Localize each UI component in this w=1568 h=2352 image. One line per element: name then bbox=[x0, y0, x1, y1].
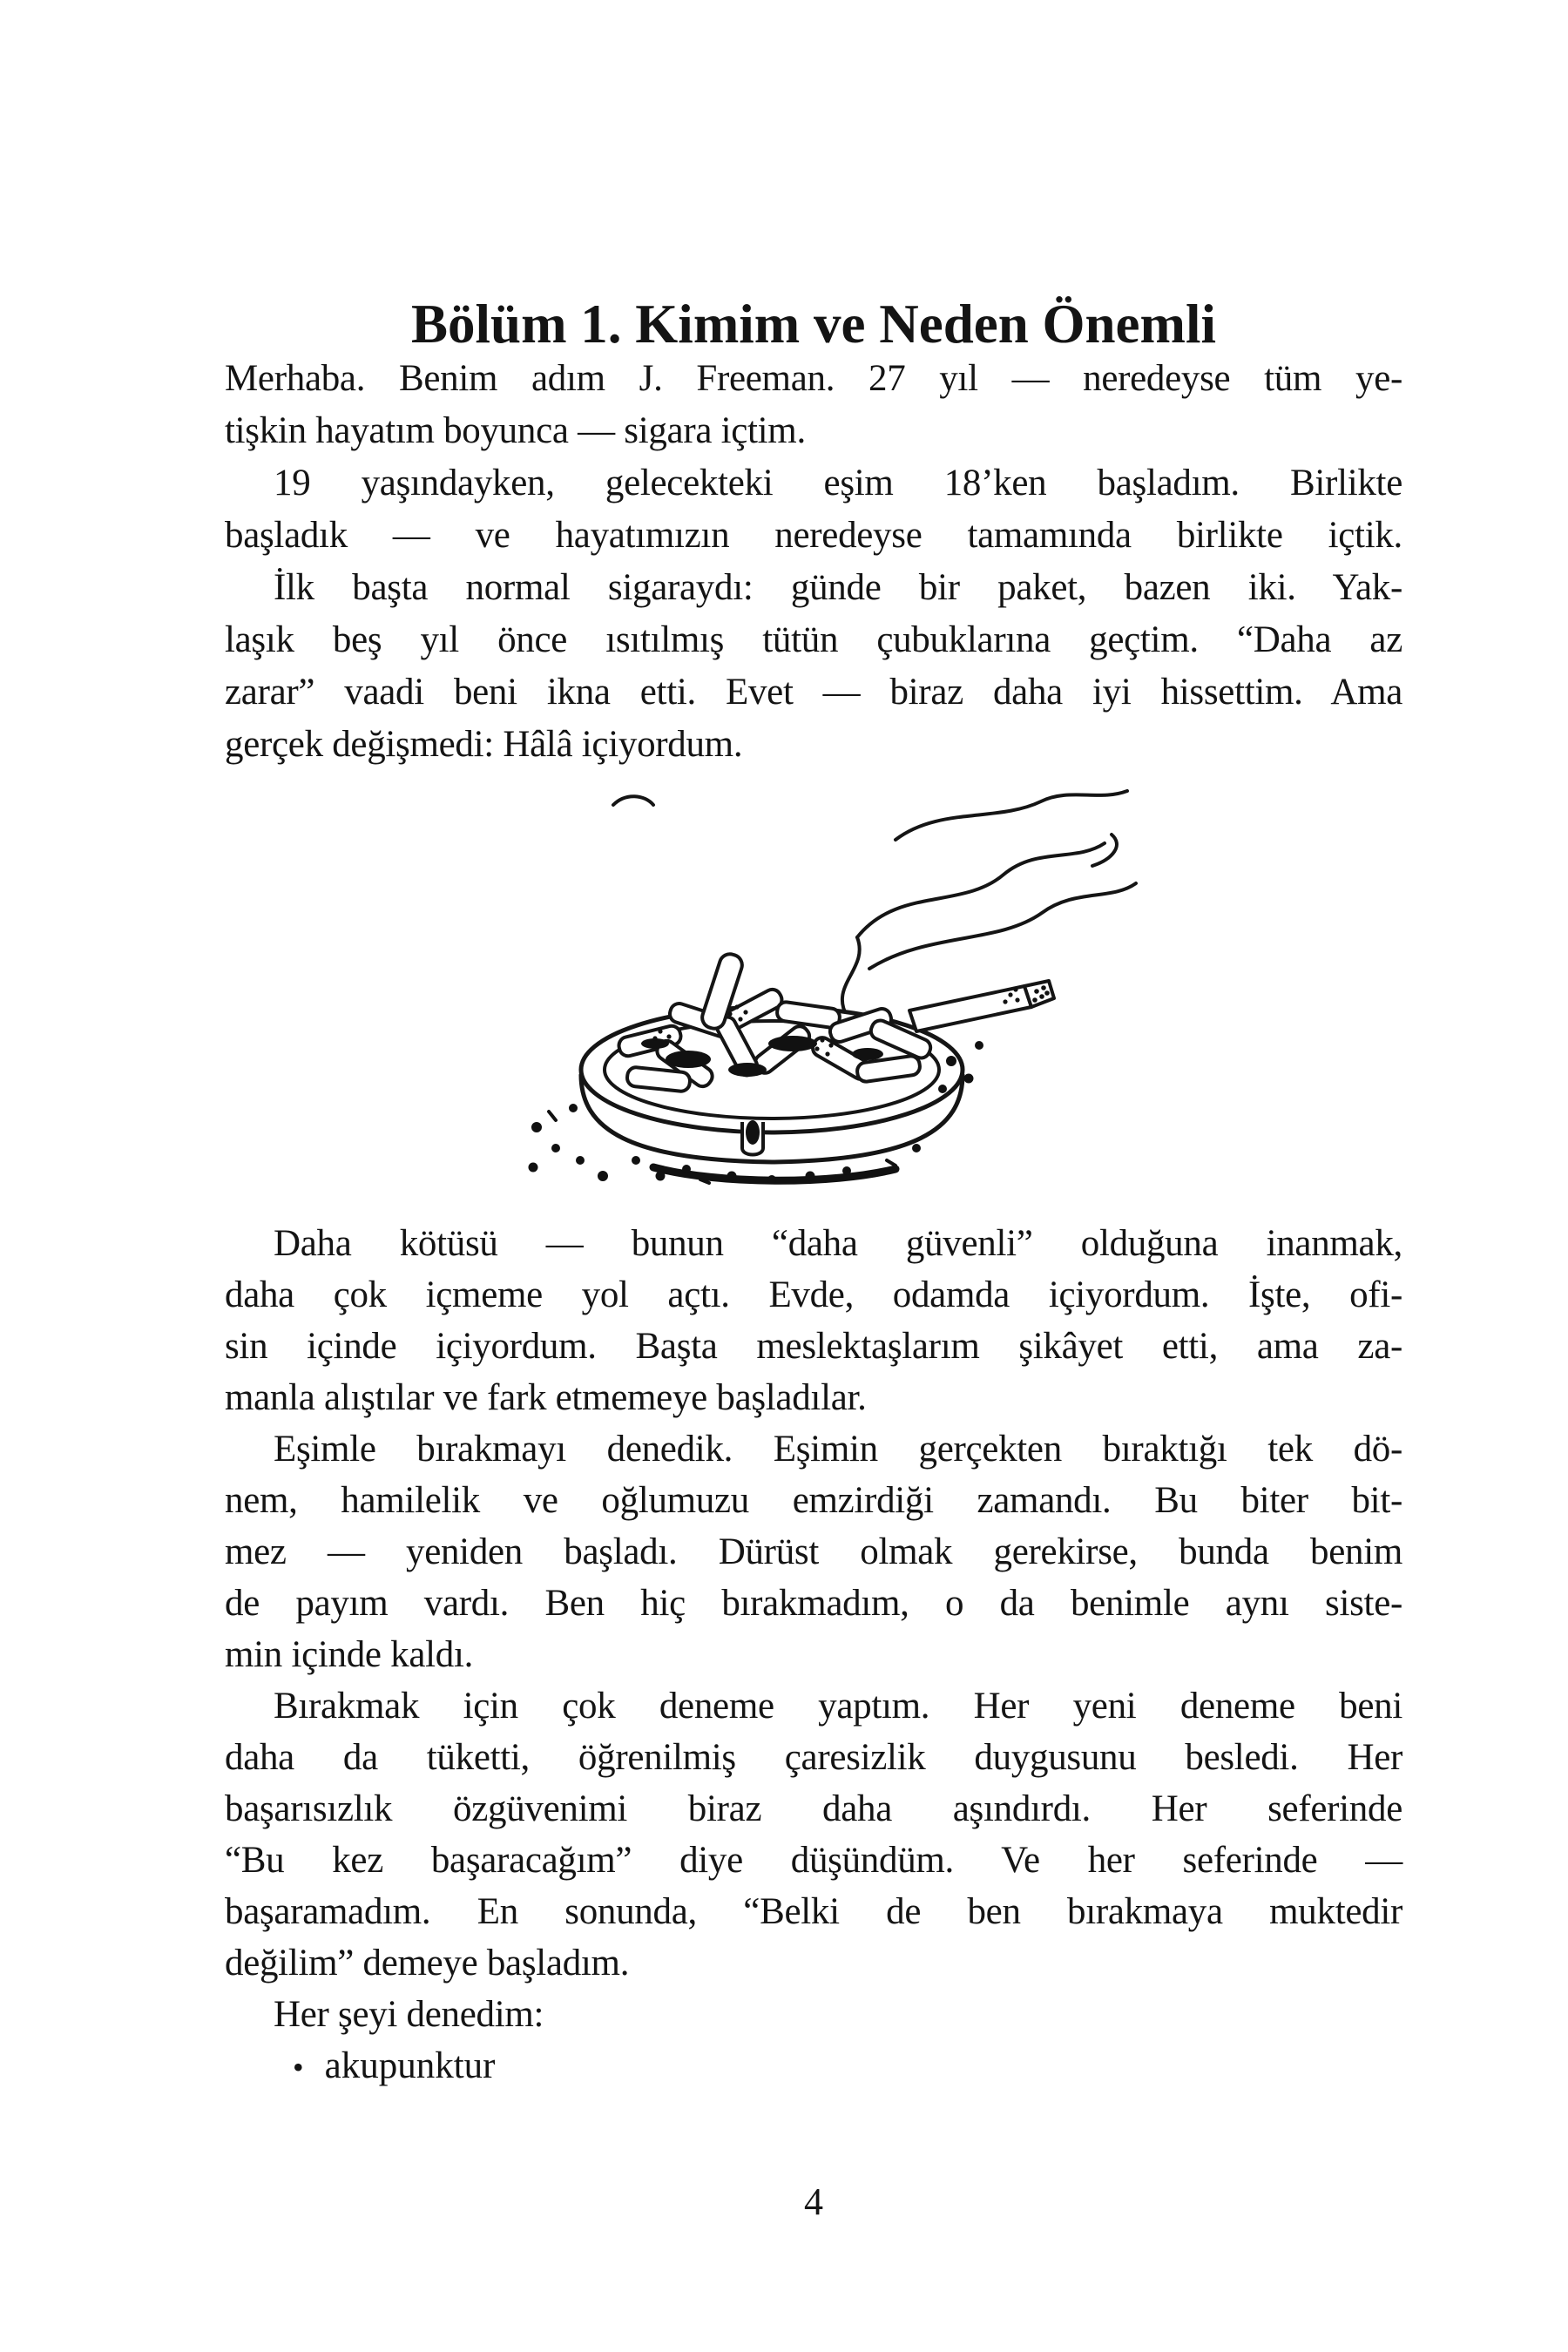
text-line: tişkin hayatım boyunca — sigara içtim. bbox=[225, 410, 806, 451]
page-number: 4 bbox=[804, 2180, 823, 2223]
text-line: nem, hamilelik ve oğlumuzu emzirdiği zamandı. Bu biter bit- bbox=[225, 1480, 1402, 1521]
rim-notch bbox=[742, 1120, 763, 1155]
text-line: İlk başta normal sigaraydı: günde bir paket, bazen iki. Yak- bbox=[274, 567, 1402, 608]
paragraphs-bottom bbox=[225, 1218, 1402, 2092]
list-item bbox=[225, 2040, 1402, 2092]
text-line: gerçek değişmedi: Hâlâ içiyordum. bbox=[225, 724, 743, 765]
list-item-text: akupunktur bbox=[324, 2045, 496, 2086]
paragraph bbox=[225, 1680, 1402, 1989]
text-line: sin içinde içiyordum. Başta meslektaşlarım şikâyet etti, ama za- bbox=[225, 1326, 1402, 1367]
text-line: laşık beş yıl önce ısıtılmış tütün çubuklarına geçtim. “Daha az bbox=[225, 619, 1402, 660]
ashtray-illustration bbox=[523, 782, 1143, 1185]
chapter-title: Bölüm 1. Kimim ve Neden Önemli bbox=[411, 294, 1216, 355]
text-line: Daha kötüsü — bunun “daha güvenli” olduğuna inanmak, bbox=[274, 1223, 1402, 1264]
text-line: zarar” vaadi beni ikna etti. Evet — biraz daha iyi hissettim. Ama bbox=[225, 672, 1402, 713]
paragraph bbox=[225, 457, 1402, 562]
smoke-lines bbox=[613, 791, 1136, 1016]
paragraph bbox=[225, 562, 1402, 771]
text-line: Merhaba. Benim adım J. Freeman. 27 yıl — neredeyse tüm ye- bbox=[225, 358, 1402, 399]
text-line: “Bu kez başaracağım” diye düşündüm. Ve her seferinde — bbox=[225, 1840, 1402, 1881]
paragraphs-top bbox=[225, 353, 1402, 771]
text-line: manla alıştılar ve fark etmemeye başladılar. bbox=[225, 1377, 867, 1418]
text-line: değilim” demeye başladım. bbox=[225, 1943, 630, 1984]
text-line: Eşimle bırakmayı denedik. Eşimin gerçekten bıraktığı tek dö- bbox=[274, 1429, 1402, 1470]
text-line: başaramadım. En sonunda, “Belki de ben bırakmaya muktedir bbox=[225, 1891, 1402, 1932]
bullet-marker-icon: • bbox=[293, 2050, 304, 2085]
text-line: başladık — ve hayatımızın neredeyse tamamında birlikte içtik. bbox=[225, 515, 1402, 556]
text-line: mez — yeniden başladı. Dürüst olmak gerekirse, bunda benim bbox=[225, 1531, 1402, 1572]
text-line: de payım vardı. Ben hiç bırakmadım, o da benimle aynı siste- bbox=[225, 1583, 1402, 1624]
paragraph bbox=[225, 353, 1402, 457]
paragraph bbox=[225, 1218, 1402, 1423]
text-line: başarısızlık özgüvenimi biraz daha aşındırdı. Her seferinde bbox=[225, 1788, 1402, 1829]
lit-cigarette bbox=[909, 981, 1054, 1031]
paragraph bbox=[225, 1423, 1402, 1680]
text-line: Bırakmak için çok deneme yaptım. Her yeni deneme beni bbox=[274, 1686, 1402, 1727]
text-line: min içinde kaldı. bbox=[225, 1634, 474, 1675]
paragraph bbox=[225, 1989, 1402, 2040]
text-line: Her şeyi denedim: bbox=[274, 1994, 544, 2035]
text-line: daha çok içmeme yol açtı. Evde, odamda içiyordum. İşte, ofi- bbox=[225, 1274, 1402, 1315]
text-line: 19 yaşındayken, gelecekteki eşim 18’ken başladım. Birlikte bbox=[274, 463, 1402, 504]
text-line: daha da tüketti, öğrenilmiş çaresizlik duygusunu besledi. Her bbox=[225, 1737, 1402, 1778]
